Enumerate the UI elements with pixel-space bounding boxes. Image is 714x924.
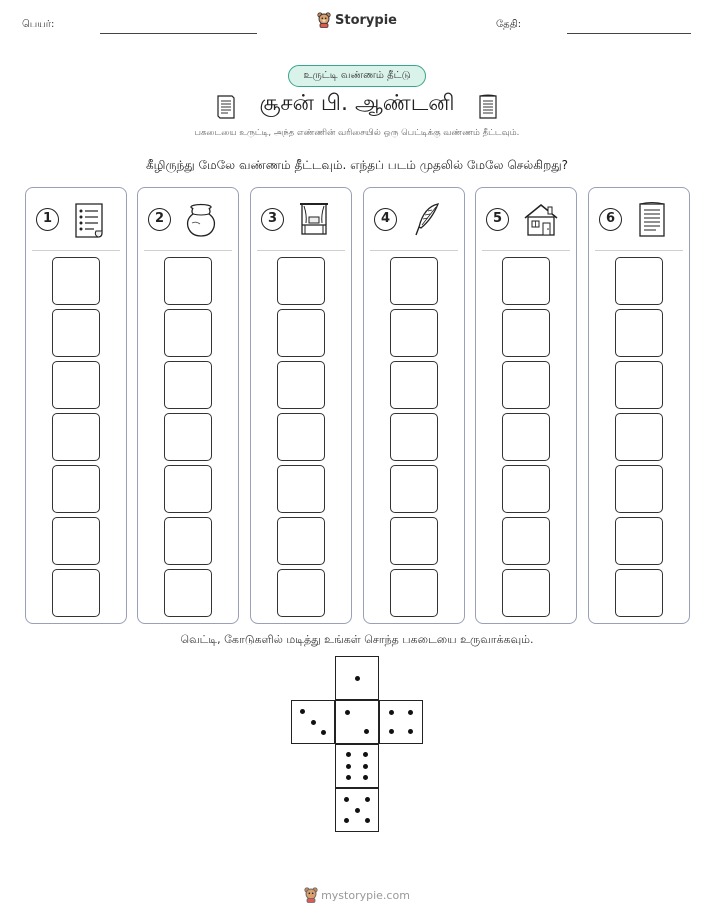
date-line <box>567 33 691 34</box>
column-5 <box>475 187 577 624</box>
color-box[interactable] <box>164 465 212 513</box>
dice-pip <box>346 764 351 769</box>
house-icon <box>522 201 560 243</box>
dice-pip <box>344 818 349 823</box>
checklist-icon <box>72 201 106 243</box>
column-number: 2 <box>148 208 171 231</box>
dice-face-2 <box>335 700 379 744</box>
color-box[interactable] <box>164 413 212 461</box>
dice-pip <box>346 775 351 780</box>
color-box[interactable] <box>390 413 438 461</box>
column-divider <box>595 250 683 251</box>
dice-face-1 <box>335 656 379 700</box>
dice-pip <box>345 710 350 715</box>
column-divider <box>370 250 458 251</box>
color-box[interactable] <box>52 361 100 409</box>
color-box[interactable] <box>502 413 550 461</box>
color-box[interactable] <box>277 569 325 617</box>
dice-pip <box>344 797 349 802</box>
column-3 <box>250 187 352 624</box>
color-box[interactable] <box>277 361 325 409</box>
name-line <box>100 33 257 34</box>
color-box[interactable] <box>277 257 325 305</box>
question-text: கீழிருந்து மேலே வண்ணம் தீட்டவும். எந்தப் படம் முதலில் மேலே செல்கிறது? <box>145 158 569 172</box>
color-box[interactable] <box>52 257 100 305</box>
color-box[interactable] <box>615 517 663 565</box>
pot-icon <box>184 201 218 243</box>
color-box[interactable] <box>390 465 438 513</box>
page-title: சூசன் பி. ஆண்டனி <box>259 91 455 116</box>
color-box[interactable] <box>164 517 212 565</box>
bear-mascot-icon <box>317 12 331 28</box>
dice-pip <box>321 730 326 735</box>
color-box[interactable] <box>52 309 100 357</box>
footer <box>0 887 714 907</box>
dice-pip <box>365 797 370 802</box>
footer-url: mystorypie.com <box>321 888 410 902</box>
column-1 <box>25 187 127 624</box>
color-box[interactable] <box>164 361 212 409</box>
dice-pip <box>346 752 351 757</box>
color-box[interactable] <box>502 465 550 513</box>
color-box[interactable] <box>52 569 100 617</box>
document-icon <box>635 201 669 243</box>
color-box[interactable] <box>615 309 663 357</box>
name-label: பெயர்: <box>22 19 55 30</box>
column-number: 1 <box>36 208 59 231</box>
dice-pip <box>365 818 370 823</box>
dice-pip <box>408 710 413 715</box>
column-divider <box>144 250 232 251</box>
brand-name: Storypie <box>335 12 397 28</box>
dice-face-5 <box>335 788 379 832</box>
brand-logo <box>0 12 714 32</box>
color-box[interactable] <box>502 309 550 357</box>
dice-pip <box>363 752 368 757</box>
color-box[interactable] <box>502 517 550 565</box>
color-box[interactable] <box>164 257 212 305</box>
color-box[interactable] <box>615 257 663 305</box>
column-divider <box>32 250 120 251</box>
column-number: 3 <box>261 208 284 231</box>
color-box[interactable] <box>615 465 663 513</box>
column-2 <box>137 187 239 624</box>
dice-pip <box>355 808 360 813</box>
color-box[interactable] <box>615 413 663 461</box>
column-4 <box>363 187 465 624</box>
color-box[interactable] <box>502 361 550 409</box>
column-divider <box>482 250 570 251</box>
dice-pip <box>363 775 368 780</box>
color-box[interactable] <box>277 413 325 461</box>
color-box[interactable] <box>390 517 438 565</box>
dice-pip <box>363 764 368 769</box>
instructions: பகடையை உருட்டி, அந்த எண்ணின் வரிசையில் ஒரு பெட்டிக்கு வண்ணம் தீட்டவும். <box>194 128 520 138</box>
document-icon-right <box>476 93 500 121</box>
color-box[interactable] <box>390 309 438 357</box>
color-box[interactable] <box>277 517 325 565</box>
column-6 <box>588 187 690 624</box>
color-box[interactable] <box>52 465 100 513</box>
color-box[interactable] <box>164 309 212 357</box>
column-number: 6 <box>599 208 622 231</box>
date-label: தேதி: <box>496 19 522 30</box>
dice-pip <box>300 709 305 714</box>
color-box[interactable] <box>277 309 325 357</box>
column-divider <box>257 250 345 251</box>
dice-face-4 <box>379 700 423 744</box>
color-box[interactable] <box>164 569 212 617</box>
dice-pip <box>355 676 360 681</box>
color-box[interactable] <box>502 569 550 617</box>
dice-face-6 <box>335 744 379 788</box>
color-box[interactable] <box>502 257 550 305</box>
quill-icon <box>410 201 444 243</box>
cut-instruction: வெட்டி, கோடுகளில் மடித்து உங்கள் சொந்த பகடையை உருவாக்கவும். <box>180 633 534 646</box>
color-box[interactable] <box>277 465 325 513</box>
dice-pip <box>389 710 394 715</box>
color-box[interactable] <box>390 569 438 617</box>
dice-face-3 <box>291 700 335 744</box>
color-box[interactable] <box>390 257 438 305</box>
dice-pip <box>389 729 394 734</box>
column-number: 5 <box>486 208 509 231</box>
column-number: 4 <box>374 208 397 231</box>
color-box[interactable] <box>615 569 663 617</box>
window-icon <box>297 201 331 243</box>
bear-mascot-icon <box>304 887 318 903</box>
dice-pip <box>364 729 369 734</box>
color-box[interactable] <box>52 517 100 565</box>
dice-pip <box>311 720 316 725</box>
color-box[interactable] <box>615 361 663 409</box>
color-box[interactable] <box>390 361 438 409</box>
dice-pip <box>408 729 413 734</box>
color-box[interactable] <box>52 413 100 461</box>
activity-badge: உருட்டி வண்ணம் தீட்டு <box>288 65 426 87</box>
